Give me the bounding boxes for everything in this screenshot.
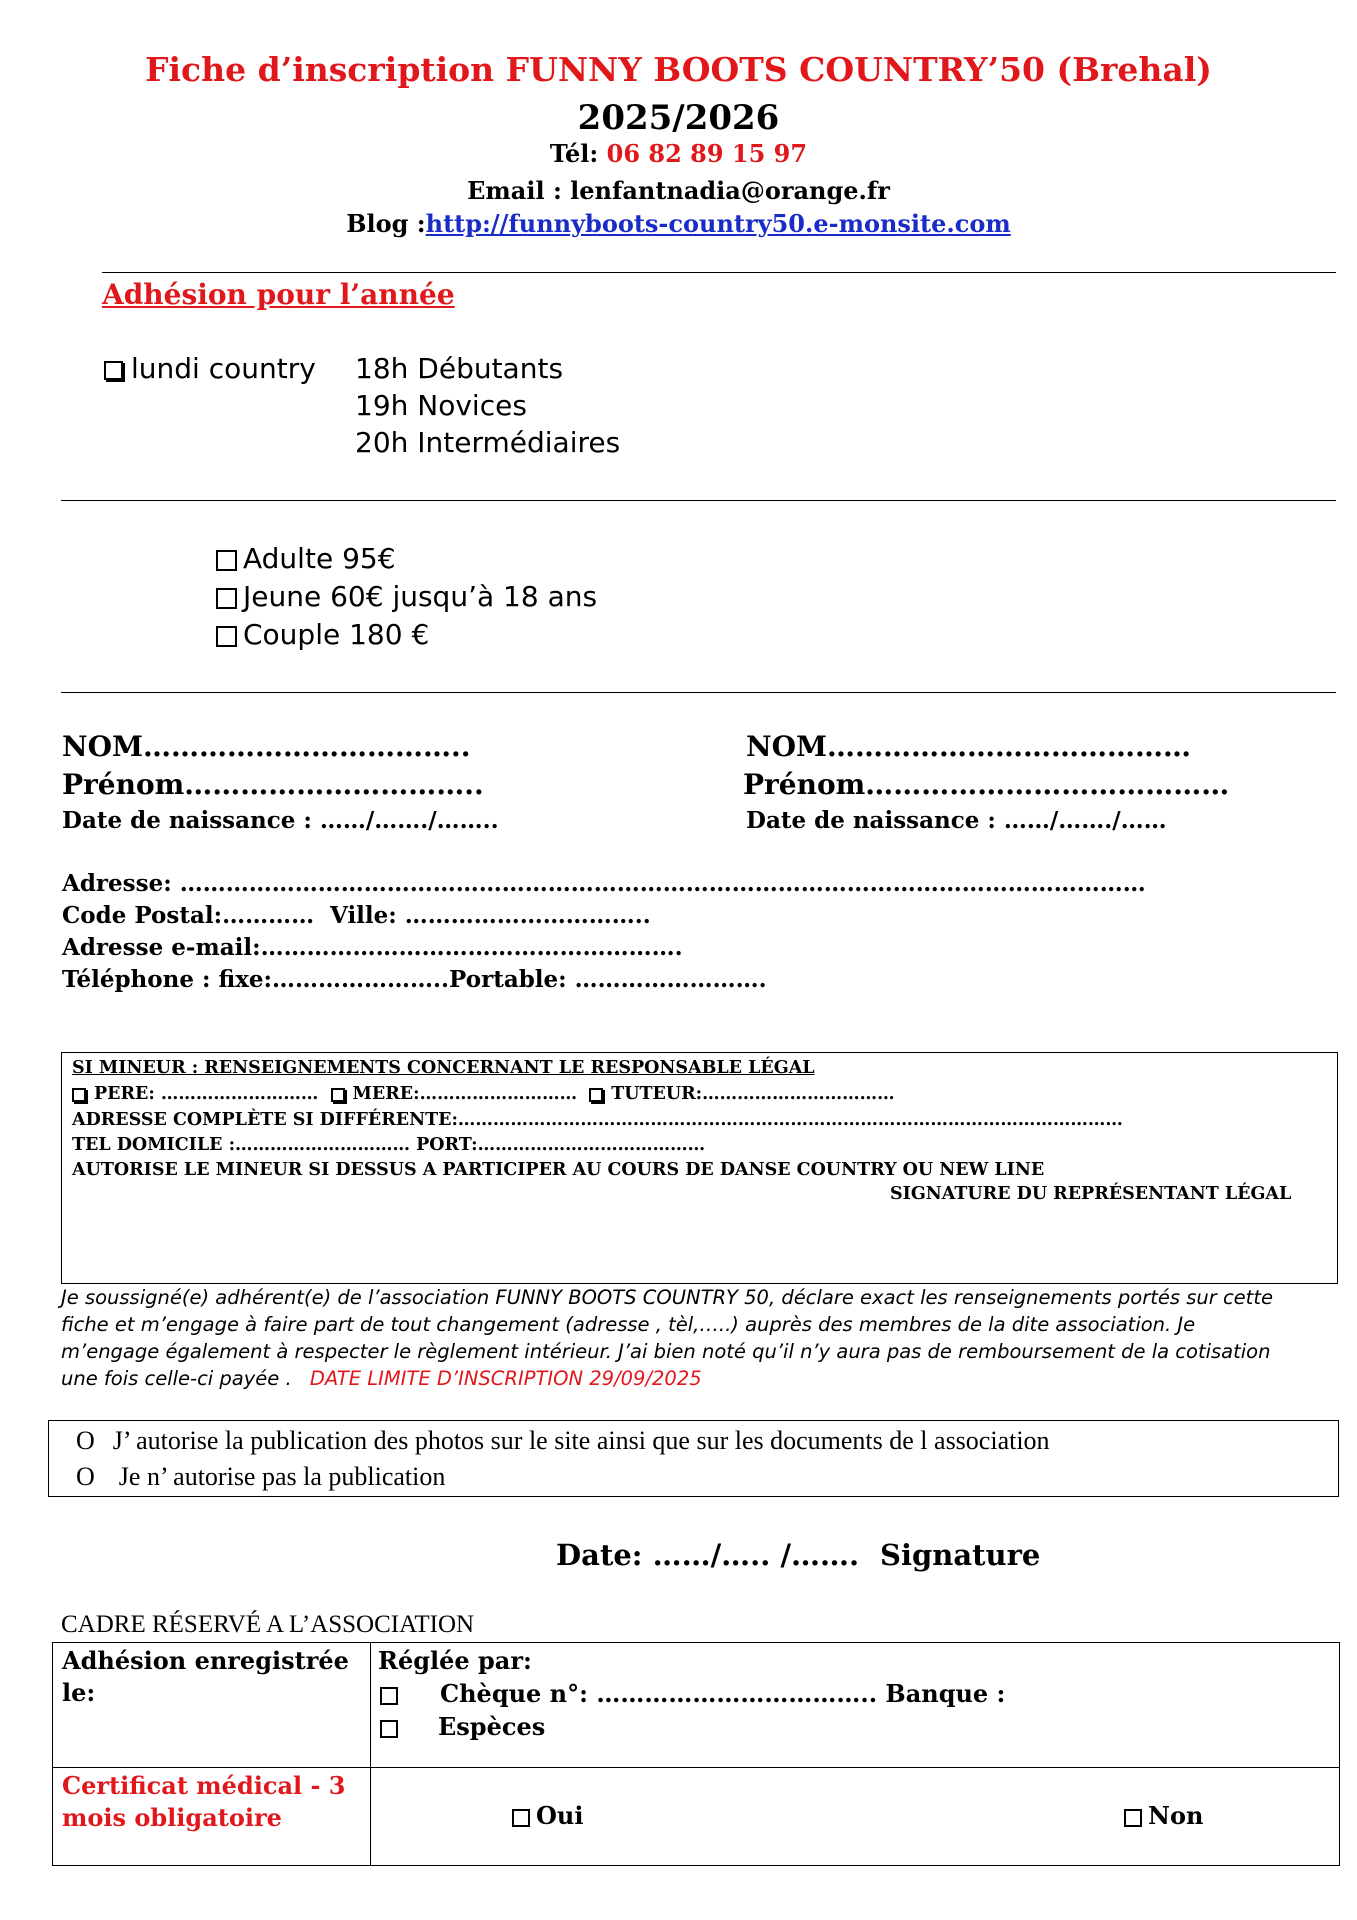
prenom-field-right[interactable]: Prénom………………………………… (743, 768, 1230, 801)
certificat-oui-option[interactable]: Oui (512, 1801, 583, 1830)
table-row-divider (52, 1767, 1340, 1768)
certificat-label-line1: Certificat médical - 3 (62, 1771, 346, 1800)
certificat-non-option[interactable]: Non (1124, 1801, 1203, 1830)
level-intermediate: 20h Intermédiaires (355, 426, 621, 459)
mineur-tel-field[interactable]: TEL DOMICILE :………………………… PORT:………………………………… (72, 1135, 706, 1155)
especes-row[interactable] (380, 1712, 545, 1741)
adresse-field[interactable]: Adresse: ……………………………………………………………………………………………………………… (62, 870, 1146, 897)
email-label: Email : (467, 176, 562, 205)
tuteur-checkbox[interactable] (589, 1088, 603, 1102)
phone-line (0, 139, 1357, 168)
mineur-adresse-field[interactable]: ADRESSE COMPLÈTE SI DIFFÉRENTE:…………………………………………………………………………………………………… (72, 1110, 1123, 1130)
level-novices: 19h Novices (355, 389, 527, 422)
pere-checkbox[interactable] (72, 1088, 86, 1102)
naissance-field-left[interactable]: Date de naissance : ……/……./…….. (62, 807, 499, 834)
blog-link[interactable]: http://funnyboots-country50.e-monsite.com (425, 209, 1011, 238)
enregistree-le-field[interactable]: le: (62, 1678, 96, 1707)
enregistree-label: Adhésion enregistrée (62, 1646, 349, 1675)
declaration-line-1: Je soussigné(e) adhérent(e) de l’association FUNNY BOOTS COUNTRY 50, déclare exact les renseignements portés sur cette (61, 1286, 1273, 1309)
photo-yes-option[interactable]: O J’ autorise la publication des photos sur le site ainsi que sur les documents de l association (76, 1426, 1050, 1455)
declaration-line-3: m’engage également à respecter le règlement intérieur. J’ai bien noté qu’il n’y aura pas de remboursement de la cotisation (61, 1340, 1271, 1363)
cheque-field[interactable]: Chèque n°: …………………………….. Banque : (440, 1679, 1006, 1708)
reglee-label: Réglée par: (378, 1646, 532, 1675)
phone-label: Tél: (549, 139, 599, 168)
cheque-row[interactable] (380, 1679, 1005, 1708)
especes-label: Espèces (438, 1712, 546, 1741)
divider (102, 272, 1336, 273)
adulte-checkbox[interactable] (216, 550, 237, 571)
course-label: lundi country (131, 352, 316, 385)
mineur-heading: SI MINEUR : RENSEIGNEMENTS CONCERNANT LE RESPONSABLE LÉGAL (72, 1058, 815, 1078)
date-field[interactable]: Date: ……/….. /……. (556, 1538, 860, 1572)
cheque-checkbox[interactable] (380, 1687, 398, 1705)
course-row (104, 352, 316, 385)
email-line (0, 176, 1357, 205)
table-column-divider (370, 1642, 371, 1866)
level-beginners: 18h Débutants (355, 352, 564, 385)
association-heading: CADRE RÉSERVÉ A L’ASSOCIATION (61, 1611, 475, 1638)
pere-field[interactable]: PERE: ……………………… (94, 1084, 319, 1104)
oui-checkbox[interactable] (512, 1809, 530, 1827)
tarif-jeune[interactable]: Jeune 60€ jusqu’à 18 ans (216, 580, 597, 613)
declaration-line-4: une fois celle-ci payée . (61, 1367, 292, 1390)
responsable-row (72, 1084, 895, 1104)
deadline-text: DATE LIMITE D’INSCRIPTION 29/09/2025 (309, 1367, 702, 1390)
code-postal-field[interactable]: Code Postal:………… (62, 902, 315, 929)
email-value: lenfantnadia@orange.fr (570, 176, 890, 205)
naissance-field-right[interactable]: Date de naissance : ……/……./…… (746, 807, 1167, 834)
ville-field[interactable]: Ville: ………………………….. (330, 902, 651, 929)
form-title: Fiche d’inscription FUNNY BOOTS COUNTRY’50 (Brehal) (145, 50, 1212, 89)
especes-checkbox[interactable] (380, 1720, 398, 1738)
lundi-country-checkbox[interactable] (104, 361, 123, 380)
nom-field-left[interactable]: NOM…………………………….. (62, 730, 471, 763)
photo-no-radio[interactable]: O (76, 1462, 95, 1491)
association-table (52, 1642, 1340, 1866)
phone-value: 06 82 89 15 97 (606, 139, 808, 168)
email-field[interactable]: Adresse e-mail:………………………………………………. (62, 934, 683, 961)
nom-field-right[interactable]: NOM………………………………… (746, 730, 1191, 763)
tuteur-field[interactable]: TUTEUR:…………………………… (611, 1084, 895, 1104)
divider (61, 692, 1336, 693)
tarif-couple[interactable]: Couple 180 € (216, 618, 429, 651)
mere-field[interactable]: MERE:……………………… (352, 1084, 578, 1104)
mere-checkbox[interactable] (331, 1088, 345, 1102)
tarif-adulte[interactable]: Adulte 95€ (216, 542, 396, 575)
adhesion-heading: Adhésion pour l’année (102, 278, 455, 311)
certificat-label-line2: mois obligatoire (62, 1803, 282, 1832)
non-checkbox[interactable] (1124, 1809, 1142, 1827)
jeune-checkbox[interactable] (216, 588, 237, 609)
blog-label: Blog : (346, 209, 426, 238)
photo-no-option[interactable]: O Je n’ autorise pas la publication (76, 1462, 446, 1491)
season: 2025/2026 (577, 98, 780, 138)
blog-line (0, 209, 1357, 238)
divider (61, 500, 1336, 501)
couple-checkbox[interactable] (216, 626, 237, 647)
photo-yes-radio[interactable]: O (76, 1426, 95, 1455)
declaration-line-4-row (61, 1365, 702, 1392)
declaration-line-2: fiche et m’engage à faire part de tout changement (adresse , tèl,…..) auprès des membres de la dite association. Je (61, 1313, 1196, 1336)
signature-label: Signature (880, 1538, 1041, 1572)
autorisation-text: AUTORISE LE MINEUR SI DESSUS A PARTICIPER AU COURS DE DANSE COUNTRY OU NEW LINE (72, 1160, 1045, 1180)
signature-representant: SIGNATURE DU REPRÉSENTANT LÉGAL (890, 1184, 1292, 1204)
prenom-field-left[interactable]: Prénom………………………….. (62, 768, 484, 801)
telephone-field[interactable]: Téléphone : fixe:…………………..Portable: ……………………. (62, 966, 767, 993)
